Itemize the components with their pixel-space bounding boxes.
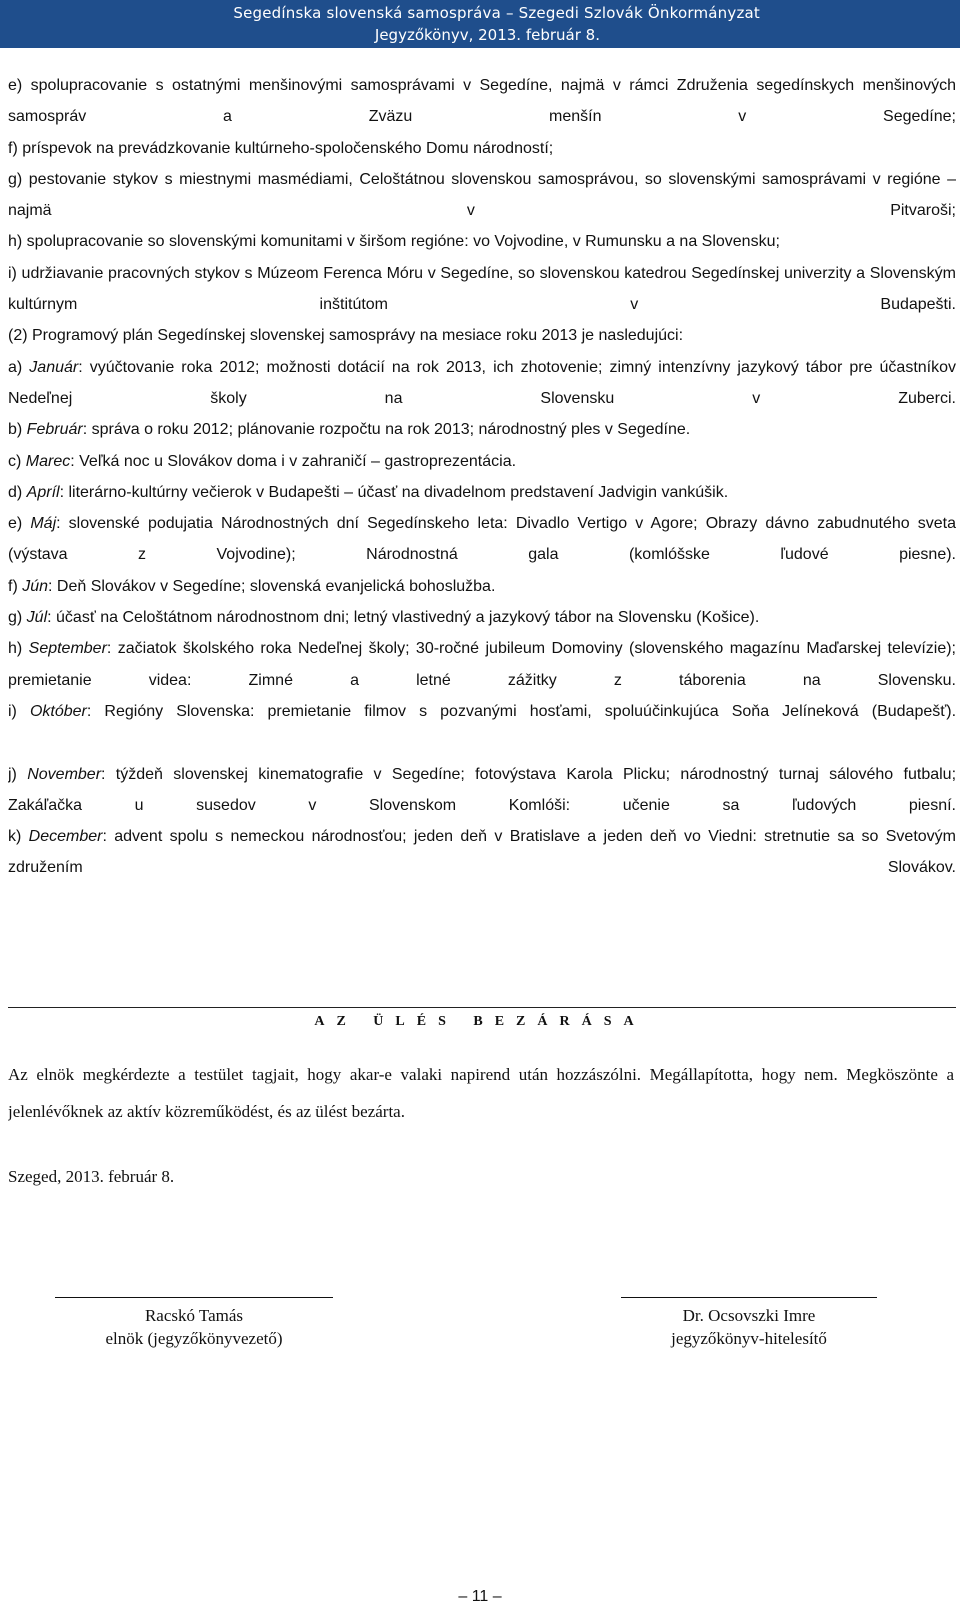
plan-month: November: [27, 765, 102, 783]
list-item: i) udržiavanie pracovných stykov s Múzeom Ferenca Móru v Segedíne, so slovenskou katedrou Segedínskej univerzity a Slovenským kultúrnym inštitútom v Budapešti.: [8, 264, 956, 314]
plan-item: f) Jún: Deň Slovákov v Segedíne; slovenská evanjelická bohoslužba.: [8, 577, 496, 595]
page-number: – 11 –: [458, 1588, 502, 1605]
plan-item: b) Február: správa o roku 2012; plánovanie rozpočtu na rok 2013; národnostný ples v Segedíne.: [8, 421, 691, 439]
plan-item: j) November: týždeň slovenskej kinematografie v Segedíne; fotovýstava Karola Plicku; národnostný turnaj sálového futbalu; Zakáľačka u susedov v Slovenskom Komlóši: učenie sa ľudových piesní.: [8, 765, 956, 814]
plan-intro: (2) Programový plán Segedínskej slovenskej samosprávy na mesiace roku 2013 je nasledujúci:: [8, 327, 684, 345]
plan-month: Júl: [26, 609, 48, 627]
plan-month: December: [28, 828, 103, 846]
section-title: AZ ÜLÉS BEZÁRÁSA: [314, 1014, 646, 1029]
plan-item: d) Apríl: literárno-kultúrny večierok v Budapešti – účasť na divadelnom predstavení Jadvigin vankúšik.: [8, 483, 729, 501]
section-divider: [8, 1007, 956, 1008]
plan-item: c) Marec: Veľká noc u Slovákov doma i v zahraničí – gastroprezentácia.: [8, 452, 517, 470]
place-date: Szeged, 2013. február 8.: [8, 1167, 175, 1186]
plan-month: Jún: [22, 577, 49, 595]
closing-section: [8, 1056, 954, 1130]
list-item: g) pestovanie stykov s miestnymi masmédiami, Celoštátnou slovenskou samosprávou, so slovenskými samosprávami v regióne – najmä v Pitvaroši;: [8, 170, 956, 220]
closing-paragraph: Az elnök megkérdezte a testület tagjait, hogy akar-e valaki napirend után hozzászólni. Megállapította, hogy nem. Megköszönte a jelenlévőknek az aktív közreműködést, és az ülést bezárta.: [8, 1065, 954, 1121]
signature-line: [55, 1297, 333, 1298]
header-organization: Segedínska slovenská samospráva – Szegedi Szlovák Önkormányzat: [233, 4, 760, 22]
plan-month: Marec: [25, 452, 71, 470]
plan-month: Február: [26, 421, 83, 439]
list-item: e) spolupracovanie s ostatnými menšinovými samosprávami v Segedíne, najmä v rámci Združenia segedínskych menšinových samospráv a Zväzu menšín v Segedíne;: [8, 77, 956, 126]
signature-line: [621, 1297, 877, 1298]
agenda-content: [8, 70, 956, 884]
document-header: [0, 0, 960, 48]
plan-item: g) Júl: účasť na Celoštátnom národnostnom dni; letný vlastivedný a jazykový tábor na Slovensku (Košice).: [8, 609, 760, 627]
signature-block-chair: [52, 1297, 336, 1350]
plan-month: September: [28, 640, 107, 658]
header-minutes-date: Jegyzőkönyv, 2013. február 8.: [374, 26, 600, 44]
signature-block-verifier: [617, 1297, 881, 1350]
plan-item: a) Január: vyúčtovanie roka 2012; možnosti dotácií na rok 2013, ich zhotovenie; zimný intenzívny jazykový tábor pre účastníkov Nedeľnej školy na Slovensku v Zuberci.: [8, 358, 956, 407]
plan-item: k) December: advent spolu s nemeckou národnosťou; jeden deň v Bratislave a jeden deň vo Viedni: stretnutie sa so Svetovým združením Slovákov.: [8, 828, 956, 877]
plan-month: Október: [29, 702, 87, 720]
signatory-name: Dr. Ocsovszki Imre: [682, 1306, 816, 1325]
plan-item: i) Október: Regióny Slovenska: premietanie filmov s pozvanými hosťami, spoluúčinkujúca Soňa Jelíneková (Budapešť).: [8, 702, 956, 720]
list-item: h) spolupracovanie so slovenskými komunitami v širšom regióne: vo Vojvodine, v Rumunsku a na Slovensku;: [8, 233, 780, 251]
signatory-role: jegyzőkönyv-hitelesítő: [671, 1329, 827, 1348]
plan-item: e) Máj: slovenské podujatia Národnostných dní Segedínskeho leta: Divadlo Vertigo v Agore; Obrazy dávno zabudnutého sveta (výstava z Vojvodine); Národnostná gala (komlóšske ľudové piesne).: [8, 515, 956, 564]
plan-month: Január: [29, 358, 79, 376]
plan-month: Apríl: [26, 483, 60, 501]
list-item: f) príspevok na prevádzkovanie kultúrneho-spoločenského Domu národností;: [8, 139, 554, 157]
plan-month: Máj: [30, 515, 57, 533]
signatory-role: elnök (jegyzőkönyvezető): [105, 1329, 283, 1348]
signatory-name: Racskó Tamás: [144, 1306, 244, 1325]
plan-item: h) September: začiatok školského roka Nedeľnej školy; 30-ročné jubileum Domoviny (slovenského magazínu Maďarskej televízie); premietanie videa: Zimné a letné zážitky z táborenia na Slovensku.: [8, 640, 956, 689]
